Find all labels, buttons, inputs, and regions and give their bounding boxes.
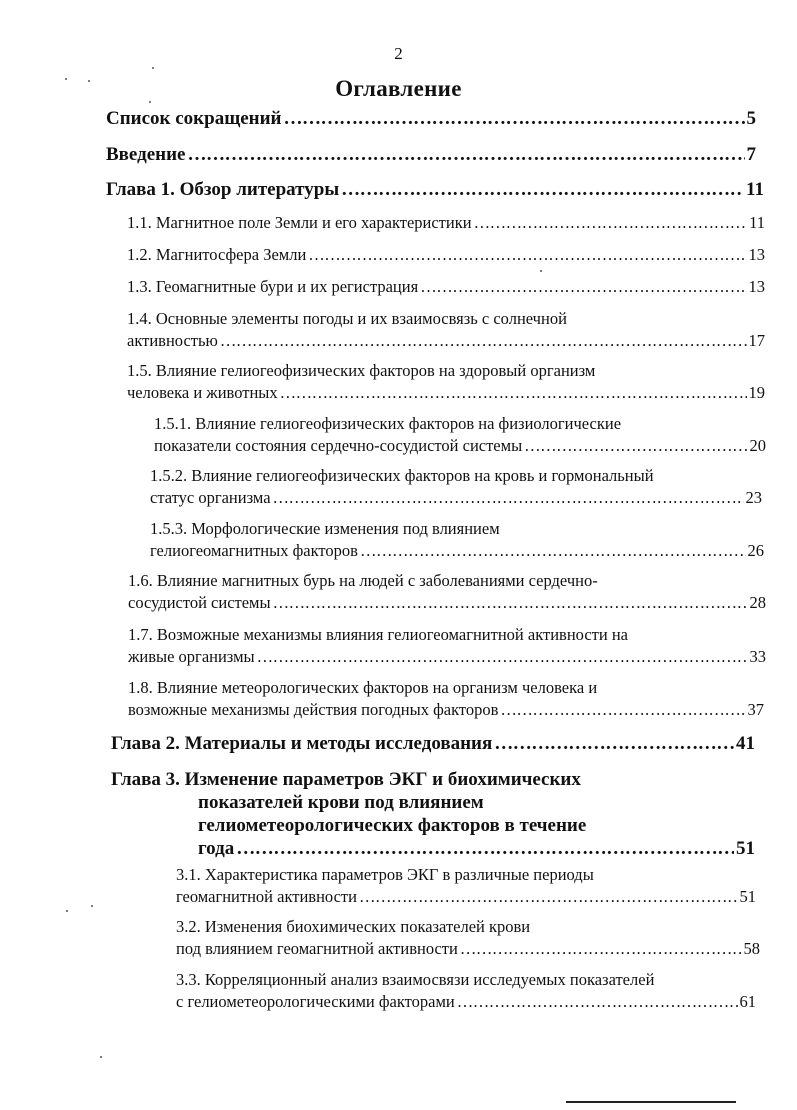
toc-entry-title: активностью [127, 331, 218, 350]
toc-entry-title: Глава 1. Обзор литературы [106, 179, 340, 200]
toc-entry-page: 33 [749, 647, 766, 666]
toc-entry-title: возможные механизмы действия погодных факторов [128, 700, 499, 719]
signature-line [566, 1101, 736, 1103]
leader-dots [284, 107, 745, 130]
leader-dots [220, 330, 747, 352]
toc-entry-title-line: 1.5. Влияние гелиогеофизических факторов на здоровый организм [127, 361, 596, 380]
toc-entry-1-1[interactable] [127, 212, 765, 234]
leader-dots [500, 699, 745, 721]
leader-dots [460, 938, 742, 960]
toc-entry-page: 17 [748, 331, 765, 350]
scan-speck [100, 1056, 102, 1058]
toc-entry-introduction[interactable] [106, 143, 756, 166]
toc-entry-title: Список сокращений [106, 108, 282, 129]
toc-entry-page: 37 [747, 700, 764, 719]
toc-entry-1-4[interactable] [127, 308, 765, 352]
toc-entry-title-line: гелиометеорологических факторов в течение [198, 815, 587, 836]
leader-dots [308, 244, 746, 266]
toc-entry-title-line: показателей крови под влиянием [198, 792, 484, 813]
toc-entry-page: 51 [736, 838, 755, 859]
toc-entry-title-line: 1.6. Влияние магнитных бурь на людей с заболеваниями сердечно- [128, 571, 598, 590]
toc-entry-1-3[interactable] [127, 276, 765, 298]
scan-speck [88, 80, 90, 82]
toc-entry-page: 23 [745, 488, 762, 507]
toc-entry-page: 28 [749, 593, 766, 612]
leader-dots [457, 991, 738, 1013]
toc-entry-page: 58 [743, 939, 760, 958]
toc-entry-3-1[interactable] [176, 864, 756, 908]
toc-entry-page: 61 [739, 992, 756, 1011]
toc-entry-1-5-1[interactable] [154, 413, 766, 457]
toc-entry-1-2[interactable] [127, 244, 765, 266]
toc-entry-title-line: 3.3. Корреляционный анализ взаимосвязи исследуемых показателей [176, 970, 655, 989]
toc-entry-page: 5 [746, 108, 756, 129]
toc-entry-title: живые организмы [128, 647, 255, 666]
toc-entry-1-6[interactable] [128, 570, 766, 614]
leader-dots [360, 540, 746, 562]
toc-entry-title: гелиогеомагнитных факторов [150, 541, 358, 560]
toc-entry-title-line: 1.7. Возможные механизмы влияния гелиогеомагнитной активности на [128, 625, 628, 644]
toc-entry-1-8[interactable] [128, 677, 764, 721]
toc-entry-title: 1.3. Геомагнитные бури и их регистрация [127, 277, 419, 296]
toc-entry-title: 1.2. Магнитосфера Земли [127, 245, 307, 264]
toc-entry-1-5-2[interactable] [150, 465, 762, 509]
toc-entry-title: человека и животных [127, 383, 278, 402]
toc-entry-title: геомагнитной активности [176, 887, 357, 906]
toc-entry-1-7[interactable] [128, 624, 766, 668]
scan-speck [152, 67, 154, 69]
leader-dots [359, 886, 738, 908]
toc-entry-title: Введение [106, 144, 186, 165]
toc-entry-title: с гелиометеорологическими факторами [176, 992, 455, 1011]
leader-dots [188, 143, 745, 166]
toc-entry-title-line: 3.1. Характеристика параметров ЭКГ в различные периоды [176, 865, 594, 884]
leader-dots [494, 732, 734, 755]
toc-entry-3-2[interactable] [176, 916, 760, 960]
page-number: 2 [394, 44, 403, 63]
leader-dots [257, 646, 748, 668]
leader-dots [236, 837, 734, 860]
toc-entry-abbreviations[interactable] [106, 107, 756, 130]
scan-speck [91, 905, 93, 907]
toc-entry-title-line: 3.2. Изменения биохимических показателей крови [176, 917, 531, 936]
toc-entry-page: 20 [749, 436, 766, 455]
toc-entry-title: под влиянием геомагнитной активности [176, 939, 458, 958]
toc-entry-title: статус организма [150, 488, 271, 507]
toc-entry-title: показатели состояния сердечно-сосудистой системы [154, 436, 523, 455]
toc-entry-title: 1.1. Магнитное поле Земли и его характеристики [127, 213, 472, 232]
toc-entry-title-line: Глава 3. Изменение параметров ЭКГ и биохимических [111, 769, 581, 790]
toc-entry-title-line: 1.5.1. Влияние гелиогеофизических факторов на физиологические [154, 414, 622, 433]
leader-dots [273, 592, 748, 614]
toc-entry-page: 13 [748, 277, 765, 296]
toc-entry-title-line: 1.8. Влияние метеорологических факторов на организм человека и [128, 678, 598, 697]
toc-entry-title: сосудистой системы [128, 593, 271, 612]
toc-entry-page: 51 [739, 887, 756, 906]
scan-speck [66, 910, 68, 912]
scan-speck [540, 270, 542, 272]
scan-speck [65, 78, 67, 80]
toc-entry-3-3[interactable] [176, 969, 756, 1013]
toc-entry-title-line: 1.5.2. Влияние гелиогеофизических факторов на кровь и гормональный [150, 466, 654, 485]
toc-entry-page: 7 [746, 144, 756, 165]
toc-entry-title: года [198, 838, 235, 859]
toc-entry-page: 11 [749, 213, 765, 232]
toc-entry-page: 11 [746, 179, 764, 200]
toc-entry-title: Глава 2. Материалы и методы исследования [111, 733, 493, 754]
scan-speck [149, 101, 151, 103]
toc-entry-title-line: 1.4. Основные элементы погоды и их взаимосвязь с солнечной [127, 309, 567, 328]
toc-entry-chapter-1[interactable] [106, 178, 764, 201]
leader-dots [420, 276, 746, 298]
toc-entry-1-5[interactable] [127, 360, 765, 404]
leader-dots [341, 178, 744, 201]
leader-dots [474, 212, 748, 234]
leader-dots [524, 435, 747, 457]
page-title: Оглавление [335, 76, 462, 101]
toc-entry-page: 19 [748, 383, 765, 402]
toc-entry-chapter-3[interactable] [111, 768, 755, 860]
toc-entry-page: 41 [736, 733, 755, 754]
leader-dots [280, 382, 747, 404]
toc-entry-page: 26 [747, 541, 764, 560]
toc-entry-1-5-3[interactable] [150, 518, 764, 562]
toc-entry-title-line: 1.5.3. Морфологические изменения под влиянием [150, 519, 500, 538]
leader-dots [273, 487, 744, 509]
toc-entry-chapter-2[interactable] [111, 732, 755, 755]
toc-entry-page: 13 [748, 245, 765, 264]
